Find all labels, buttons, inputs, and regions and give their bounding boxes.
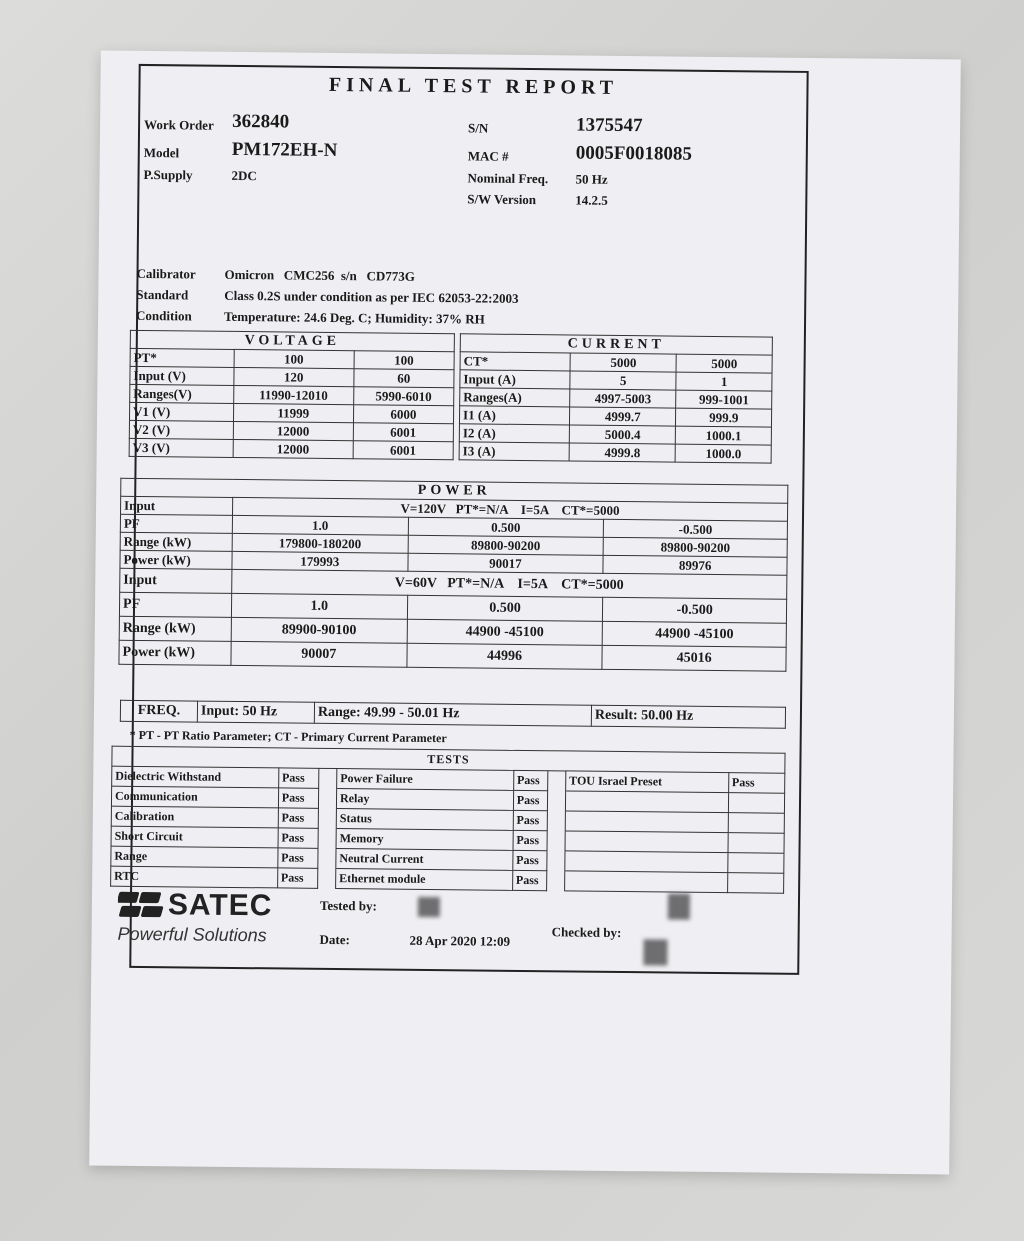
row-label: Input (V) — [130, 366, 234, 385]
freq-table — [120, 700, 786, 729]
cell: 90017 — [408, 553, 604, 573]
logo-tagline: Powerful Solutions — [117, 923, 267, 946]
cell: 1.0 — [231, 593, 407, 619]
row-label: V1 (V) — [129, 402, 233, 421]
row-label: Input — [121, 496, 233, 515]
empty-cell — [565, 871, 728, 893]
cell: 100 — [234, 349, 354, 368]
current-table — [459, 333, 773, 463]
empty-cell — [565, 851, 728, 873]
cell: 1000.0 — [676, 444, 772, 463]
row-label: I1 (A) — [459, 406, 569, 425]
cell: -0.500 — [604, 519, 788, 539]
spacer — [318, 808, 336, 828]
test-result: Pass — [512, 870, 546, 890]
power-input-120: V=120V PT*=N/A I=5A CT*=5000 — [232, 497, 787, 521]
empty-cell — [565, 791, 728, 813]
satec-logo — [117, 888, 272, 947]
calibrator-value: Omicron CMC256 s/n CD773G — [224, 266, 416, 284]
row-label: Ranges(A) — [460, 388, 570, 407]
cell: 6001 — [353, 423, 454, 442]
date-label: Date: — [319, 931, 350, 948]
cell: 11990-12010 — [233, 385, 353, 404]
checked-by-label: Checked by: — [551, 924, 622, 941]
cell: 100 — [354, 351, 455, 370]
tested-by-signature-redacted — [418, 897, 440, 917]
cell: 89800-90200 — [603, 537, 787, 557]
cell: 4999.7 — [570, 407, 677, 426]
row-label: Range (kW) — [119, 616, 231, 641]
cell: 1 — [676, 372, 772, 391]
cell: 5000 — [676, 354, 772, 373]
test-name: Range — [111, 846, 278, 868]
table-row — [129, 438, 453, 459]
freq-input: Input: 50 Hz — [197, 701, 314, 723]
standard-value: Class 0.2S under condition as per IEC 62053-22:2003 — [224, 287, 519, 306]
cell: 5 — [570, 371, 677, 390]
empty-cell — [727, 853, 784, 874]
cell: 44900 -45100 — [602, 621, 786, 647]
cell: 4997-5003 — [570, 389, 677, 408]
empty-cell — [728, 833, 785, 854]
test-name: TOU Israel Preset — [566, 771, 729, 793]
test-result: Pass — [277, 868, 317, 888]
cell: 60 — [353, 369, 454, 388]
row-label: V2 (V) — [129, 420, 233, 439]
freq-label: FREQ. — [120, 700, 197, 722]
row-label: Power (kW) — [119, 640, 231, 665]
date-value: 28 Apr 2020 12:09 — [409, 932, 511, 949]
mac-value: 0005F0018085 — [575, 142, 693, 165]
table-row — [459, 442, 771, 463]
tested-by-label: Tested by: — [319, 897, 377, 914]
test-name: RTC — [111, 866, 278, 888]
test-name: Neutral Current — [336, 849, 513, 871]
test-name: Memory — [336, 829, 513, 851]
cell: 5990-6010 — [353, 387, 454, 406]
cell: 6001 — [353, 441, 454, 460]
model-label: Model — [143, 144, 180, 161]
work-order-label: Work Order — [144, 116, 214, 133]
standard-label: Standard — [136, 286, 189, 303]
logo-text: SATEC — [167, 888, 273, 923]
spacer — [318, 848, 336, 868]
cell: 44996 — [407, 643, 603, 669]
test-name: Dielectric Withstand — [112, 766, 279, 788]
row-label: Input — [120, 568, 232, 593]
empty-cell — [728, 793, 785, 814]
test-result: Pass — [513, 770, 547, 790]
cell: 0.500 — [408, 517, 604, 537]
spacer — [546, 871, 564, 891]
row-label: V3 (V) — [129, 438, 233, 457]
cell: 1.0 — [232, 515, 408, 535]
checked-by-signature-redacted-1 — [668, 894, 690, 920]
sn-value: 1375547 — [575, 114, 643, 137]
cell: 4999.8 — [569, 443, 676, 462]
cell: 999.9 — [676, 408, 772, 427]
cell: 12000 — [233, 421, 353, 440]
test-result: Pass — [513, 790, 547, 810]
report-frame — [114, 64, 808, 975]
spacer — [547, 851, 565, 871]
calibrator-label: Calibrator — [136, 265, 196, 282]
voltage-title: VOLTAGE — [130, 330, 454, 351]
test-name: Relay — [336, 789, 513, 811]
psupply-value: 2DC — [231, 167, 257, 184]
sw-version-value: 14.2.5 — [575, 192, 608, 208]
power-table — [118, 478, 788, 672]
cell: 12000 — [233, 439, 353, 458]
test-name: Ethernet module — [336, 869, 513, 891]
spacer — [318, 788, 336, 808]
cell: 179993 — [232, 551, 408, 571]
row-label: Power (kW) — [120, 550, 232, 569]
condition-label: Condition — [136, 307, 192, 324]
current-title: CURRENT — [460, 334, 772, 355]
spacer — [547, 811, 565, 831]
row-label: I3 (A) — [459, 442, 569, 461]
footnote: * PT - PT Ratio Parameter; CT - Primary Current Parameter — [129, 727, 447, 746]
spacer — [318, 828, 336, 848]
empty-cell — [727, 873, 784, 894]
row-label: PF — [120, 514, 232, 533]
cell: 179800-180200 — [232, 533, 408, 553]
report-paper — [89, 51, 961, 1175]
test-result: Pass — [513, 810, 547, 830]
psupply-label: P.Supply — [143, 166, 193, 183]
test-result: Pass — [278, 828, 318, 848]
cell: 44900 -45100 — [407, 619, 603, 645]
nominal-freq-value: 50 Hz — [575, 171, 608, 187]
table-row — [120, 700, 785, 728]
spacer — [547, 831, 565, 851]
tests-title: TESTS — [112, 746, 785, 773]
checked-by-signature-redacted-2 — [643, 939, 667, 965]
spacer — [547, 791, 565, 811]
test-result: Pass — [278, 788, 318, 808]
row-label: Input (A) — [460, 370, 570, 389]
condition-value: Temperature: 24.6 Deg. C; Humidity: 37% RH — [224, 308, 485, 327]
empty-cell — [565, 831, 728, 853]
empty-cell — [565, 811, 728, 833]
tests-table — [110, 746, 785, 894]
model-value: PM172EH-N — [231, 138, 338, 162]
cell: 89800-90200 — [408, 535, 604, 555]
cell: 5000 — [570, 353, 677, 372]
test-name: Communication — [111, 786, 278, 808]
test-name: Short Circuit — [111, 826, 278, 848]
empty-cell — [728, 813, 785, 834]
cell: 6000 — [353, 405, 454, 424]
cell: 5000.4 — [569, 425, 676, 444]
sw-version-label: S/W Version — [467, 191, 537, 208]
voltage-table — [129, 330, 455, 460]
cell: 89900-90100 — [231, 617, 407, 643]
test-name: Calibration — [111, 806, 278, 828]
cell: -0.500 — [603, 597, 787, 623]
test-result: Pass — [728, 773, 785, 794]
cell: 999-1001 — [676, 390, 772, 409]
row-label: PT* — [130, 348, 234, 367]
freq-result: Result: 50.00 Hz — [591, 705, 785, 728]
row-label: I2 (A) — [459, 424, 569, 443]
cell: 90007 — [231, 641, 407, 667]
test-name: Power Failure — [337, 769, 514, 791]
cell: 1000.1 — [676, 426, 772, 445]
nominal-freq-label: Nominal Freq. — [467, 170, 549, 187]
report-title: FINAL TEST REPORT — [328, 73, 619, 99]
test-result: Pass — [278, 848, 318, 868]
mac-label: MAC # — [467, 148, 509, 164]
spacer — [548, 771, 566, 791]
row-label: Range (kW) — [120, 532, 232, 551]
satec-logo-icon — [118, 890, 164, 920]
row-label: CT* — [460, 352, 570, 371]
work-order-value: 362840 — [232, 110, 290, 133]
power-title: POWER — [121, 478, 788, 503]
cell: 11999 — [233, 403, 353, 422]
power-input-60: V=60V PT*=N/A I=5A CT*=5000 — [232, 569, 787, 599]
sn-label: S/N — [467, 120, 489, 136]
cell: 120 — [234, 367, 354, 386]
test-result: Pass — [513, 850, 547, 870]
cell: 45016 — [602, 645, 786, 671]
spacer — [318, 868, 336, 888]
cell: 0.500 — [407, 595, 603, 621]
test-result: Pass — [278, 808, 318, 828]
row-label: Ranges(V) — [130, 384, 234, 403]
test-result: Pass — [278, 768, 318, 788]
test-result: Pass — [513, 830, 547, 850]
test-name: Status — [336, 809, 513, 831]
row-label: PF — [119, 592, 231, 617]
spacer — [319, 768, 337, 788]
cell: 89976 — [603, 555, 787, 575]
freq-range: Range: 49.99 - 50.01 Hz — [314, 702, 591, 726]
